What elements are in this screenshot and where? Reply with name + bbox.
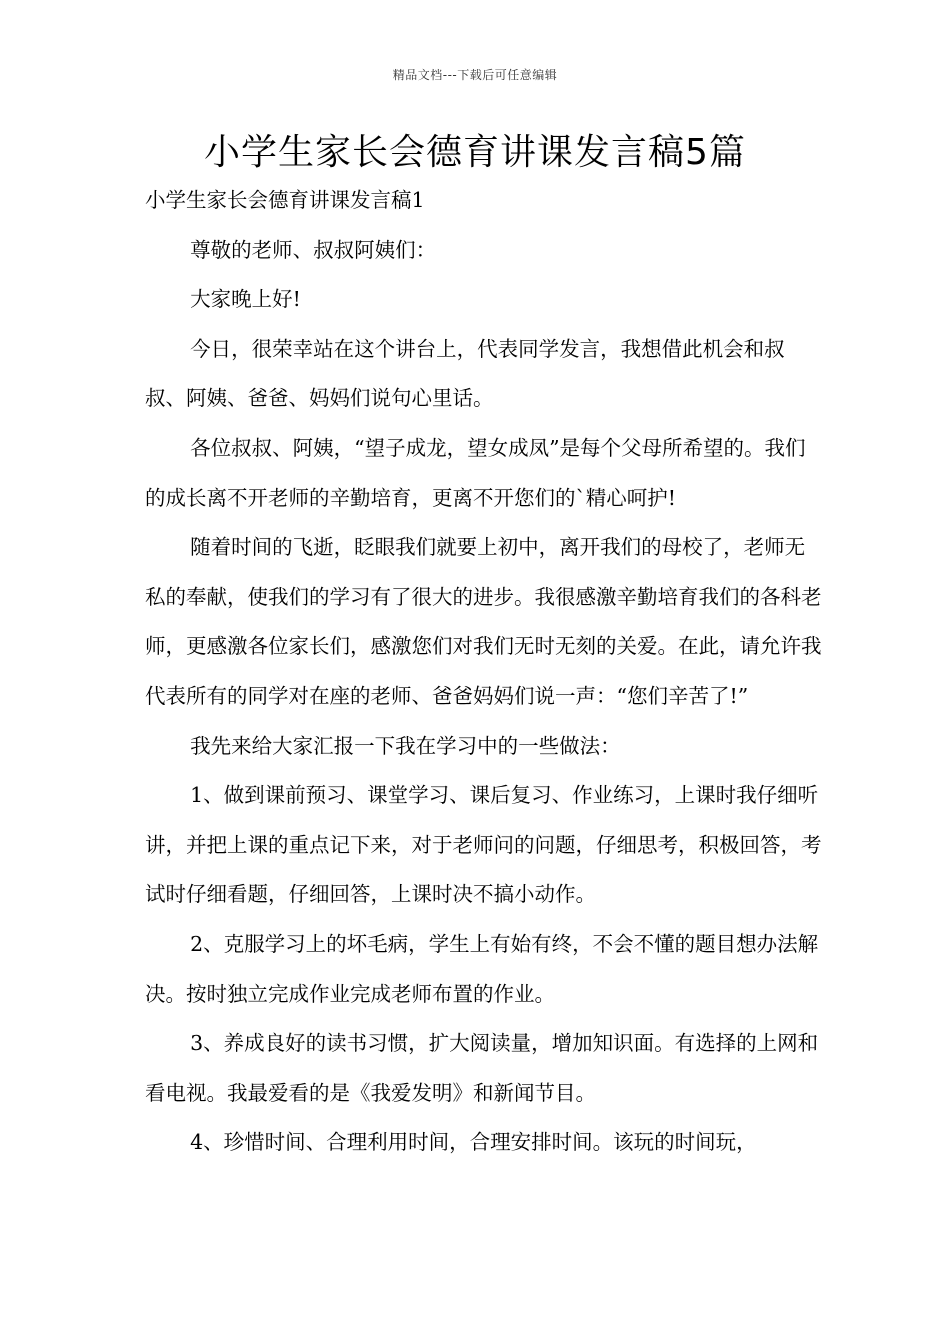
document-title: 小学生家长会德育讲课发言稿5篇	[204, 132, 746, 173]
document-body	[145, 176, 825, 1168]
header-note: 精品文档---下载后可任意编辑	[392, 68, 558, 82]
paragraph-item-4: 4、珍惜时间、合理利用时间，合理安排时间。该玩的时间玩，	[190, 1130, 757, 1155]
paragraph-parents: 各位叔叔、阿姨，“望子成龙，望女成凤”是每个父母所希望的。我们的成长离不开老师的辛勤培育，更离不开您们的`精心呵护!	[145, 435, 806, 510]
paragraph-item-3: 3、养成良好的读书习惯，扩大阅读量，增加知识面。有选择的上网和看电视。我最爱看的是《我爱发明》和新闻节目。	[145, 1031, 819, 1105]
section-heading: 小学生家长会德育讲课发言稿1	[145, 188, 425, 212]
paragraph-item-2: 2、克服学习上的坏毛病，学生上有始有终，不会不懂的题目想办法解决。按时独立完成作业完成老师布置的作业。	[145, 931, 819, 1006]
paragraph-report: 我先来给大家汇报一下我在学习中的一些做法：	[190, 733, 621, 758]
paragraph-greeting: 尊敬的老师、叔叔阿姨们：	[190, 237, 437, 262]
paragraph-evening: 大家晚上好!	[190, 287, 301, 312]
paragraph-intro: 今日，很荣幸站在这个讲台上，代表同学发言，我想借此机会和叔叔、阿姨、爸爸、妈妈们说句心里话。	[145, 336, 785, 411]
paragraph-item-1: 1、做到课前预习、课堂学习、课后复习、作业练习，上课时我仔细听讲，并把上课的重点记下来，对于老师问的问题，仔细思考，积极回答，考试时仔细看题，仔细回答，上课时决不搞小动作。	[145, 783, 822, 907]
paragraph-gratitude: 随着时间的飞逝，眨眼我们就要上初中，离开我们的母校了，老师无私的奉献，使我们的学习有了很大的进步。我很感激辛勤培育我们的各科老师，更感激各位家长们，感激您们对我们无时无刻的关爱。在此，请允许我代表所有的同学对在座的老师、爸爸妈妈们说一声：“您们辛苦了!”	[145, 535, 822, 708]
